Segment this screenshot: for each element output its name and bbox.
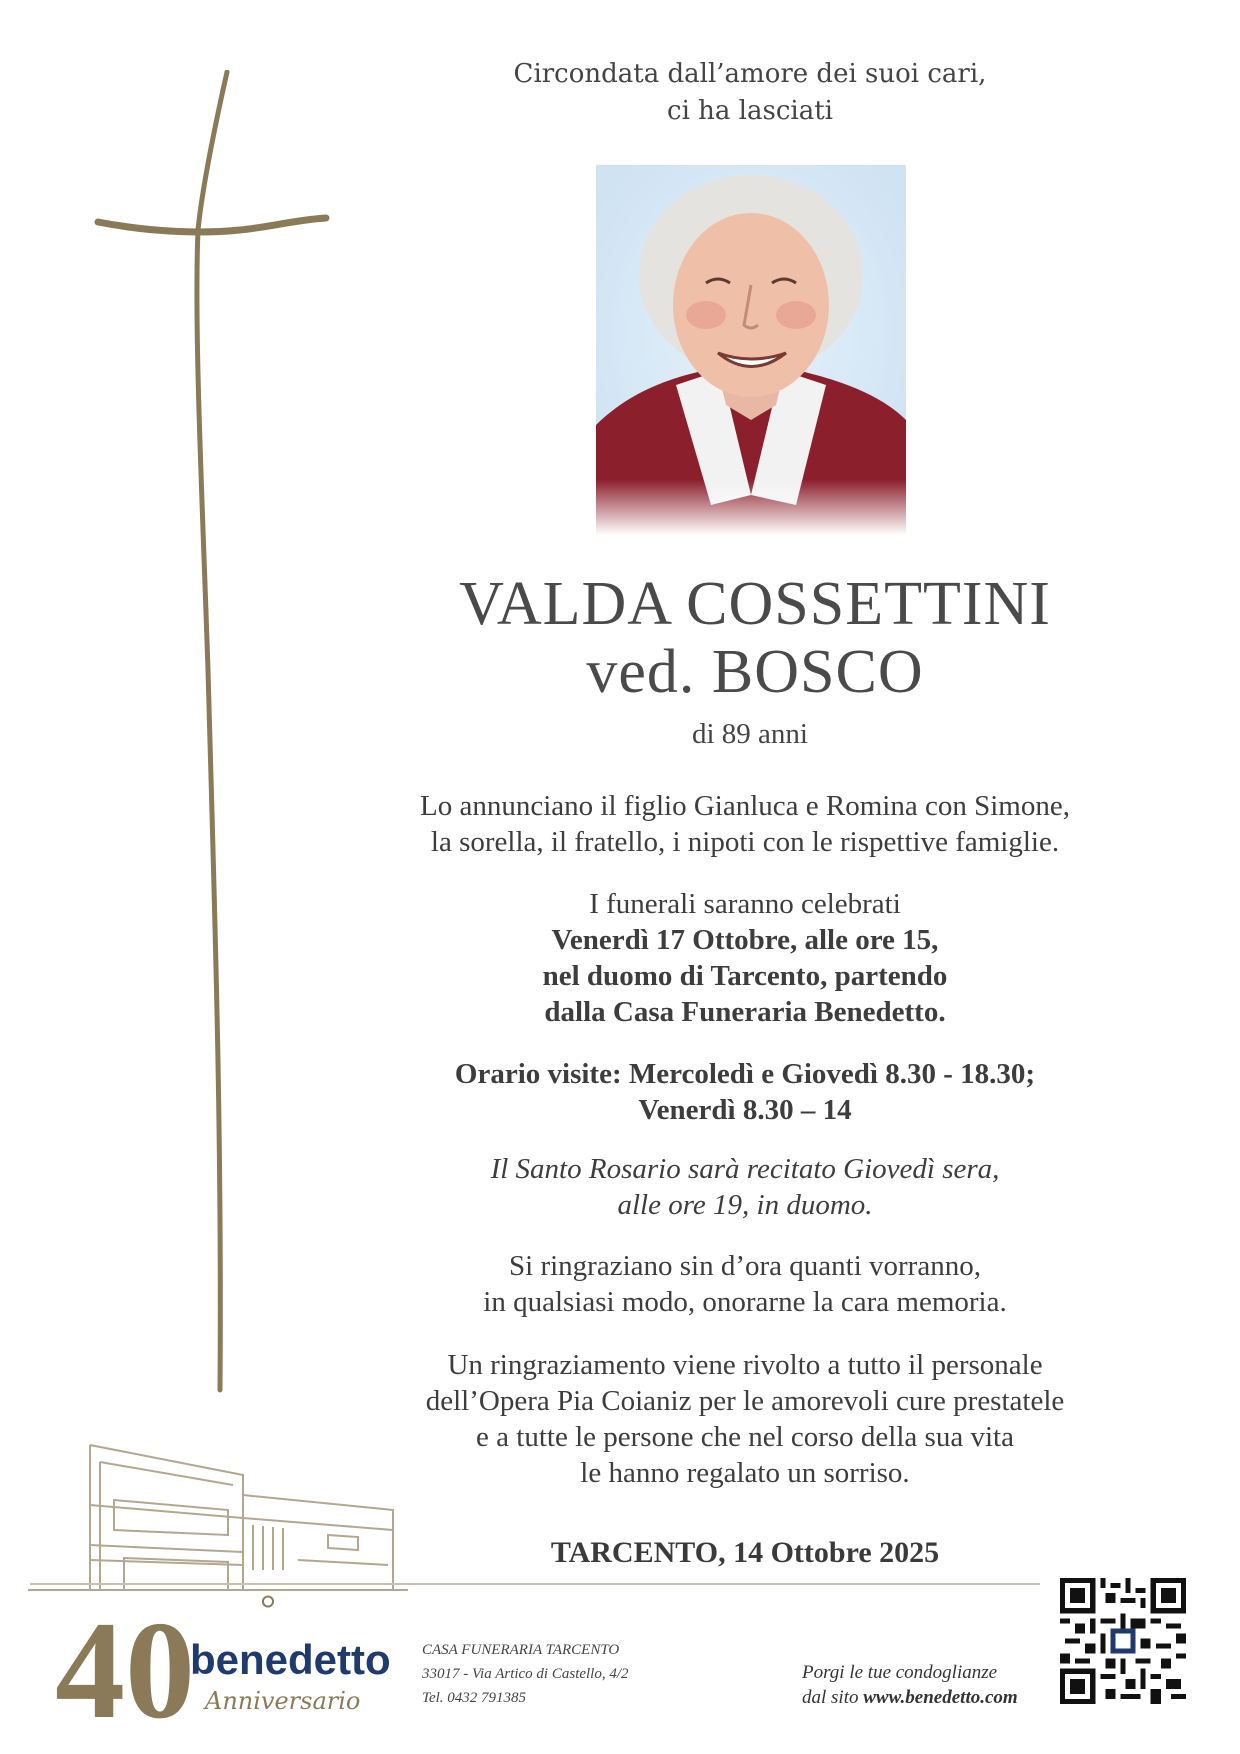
name-line-2: ved. BOSCO: [586, 638, 924, 706]
logo-brand: benedetto: [190, 1636, 391, 1683]
intro-line-1: Circondata dall’amore dei suoi cari,: [513, 59, 987, 89]
thanks-staff-line-1: Un ringraziamento viene rivolto a tutto il personale: [447, 1349, 1043, 1381]
cross-icon: [90, 70, 350, 1400]
announcement-line-2: la sorella, il fratello, i nipoti con le rispettive famiglie.: [430, 826, 1060, 858]
deceased-age: di 89 anni: [692, 718, 808, 750]
logo-degree: °: [260, 1586, 276, 1631]
thanks-staff-paragraph: [380, 1347, 1110, 1491]
funeral-paragraph: [380, 886, 1110, 1030]
funeral-line-4: dalla Casa Funeraria Benedetto.: [544, 996, 946, 1028]
rosary-line-2: alle ore 19, in duomo.: [617, 1189, 873, 1221]
visits-line-2: Venerdì 8.30 – 14: [638, 1094, 852, 1126]
condolences-line-1: Porgi le tue condoglianze: [802, 1662, 998, 1683]
footer-street: 33017 - Via Artico di Castello, 4/2: [422, 1666, 629, 1682]
condolences-site-link[interactable]: www.benedetto.com: [863, 1687, 1018, 1708]
rosary-line-1: Il Santo Rosario sarà recitato Giovedì sera,: [490, 1153, 1000, 1185]
logo-tagline: Anniversario: [205, 1687, 361, 1715]
funeral-line-3: nel duomo di Tarcento, partendo: [542, 960, 948, 992]
funeral-line-1: I funerali saranno celebrati: [589, 888, 901, 920]
thanks-staff-line-4: le hanno regalato un sorriso.: [580, 1457, 910, 1489]
rosary-paragraph: [380, 1151, 1110, 1223]
building-illustration: [28, 1440, 408, 1595]
funeral-line-2: Venerdì 17 Ottobre, alle ore 15,: [551, 924, 939, 956]
condolences-prefix: dal sito: [802, 1687, 864, 1708]
benedetto-40-logo: [55, 1582, 395, 1732]
footer-phone: Tel. 0432 791385: [422, 1690, 527, 1706]
place-date: TARCENTO, 14 Ottobre 2025: [550, 1536, 940, 1569]
deceased-name: [430, 570, 1080, 706]
footer-address: [422, 1638, 629, 1710]
name-line-1: VALDA COSSETTINI: [459, 570, 1051, 638]
visits-paragraph: [380, 1056, 1110, 1128]
condolences-line-2: [802, 1685, 1018, 1710]
footer-condolences: [802, 1660, 1018, 1710]
announcement-paragraph: [380, 788, 1110, 860]
intro-line-2: ci ha lasciati: [667, 96, 833, 126]
announcement-line-1: Lo annunciano il figlio Gianluca e Romina con Simone,: [420, 790, 1070, 822]
thanks-paragraph: [380, 1248, 1110, 1320]
thanks-staff-line-3: e a tutte le persone che nel corso della sua vita: [476, 1421, 1014, 1453]
footer-company: CASA FUNERARIA TARCENTO: [422, 1642, 620, 1658]
portrait-photo: [596, 165, 906, 535]
qr-code[interactable]: [1060, 1578, 1186, 1704]
thanks-line-2: in qualsiasi modo, onorarne la cara memoria.: [483, 1286, 1007, 1318]
thanks-staff-line-2: dell’Opera Pia Coianiz per le amorevoli cure prestatele: [425, 1385, 1065, 1417]
logo-number: 40: [55, 1593, 195, 1732]
visits-line-1: Orario visite: Mercoledì e Giovedì 8.30 - 18.30;: [454, 1058, 1036, 1090]
thanks-line-1: Si ringraziano sin d’ora quanti vorranno,: [509, 1250, 981, 1282]
intro-text: [500, 56, 1000, 130]
